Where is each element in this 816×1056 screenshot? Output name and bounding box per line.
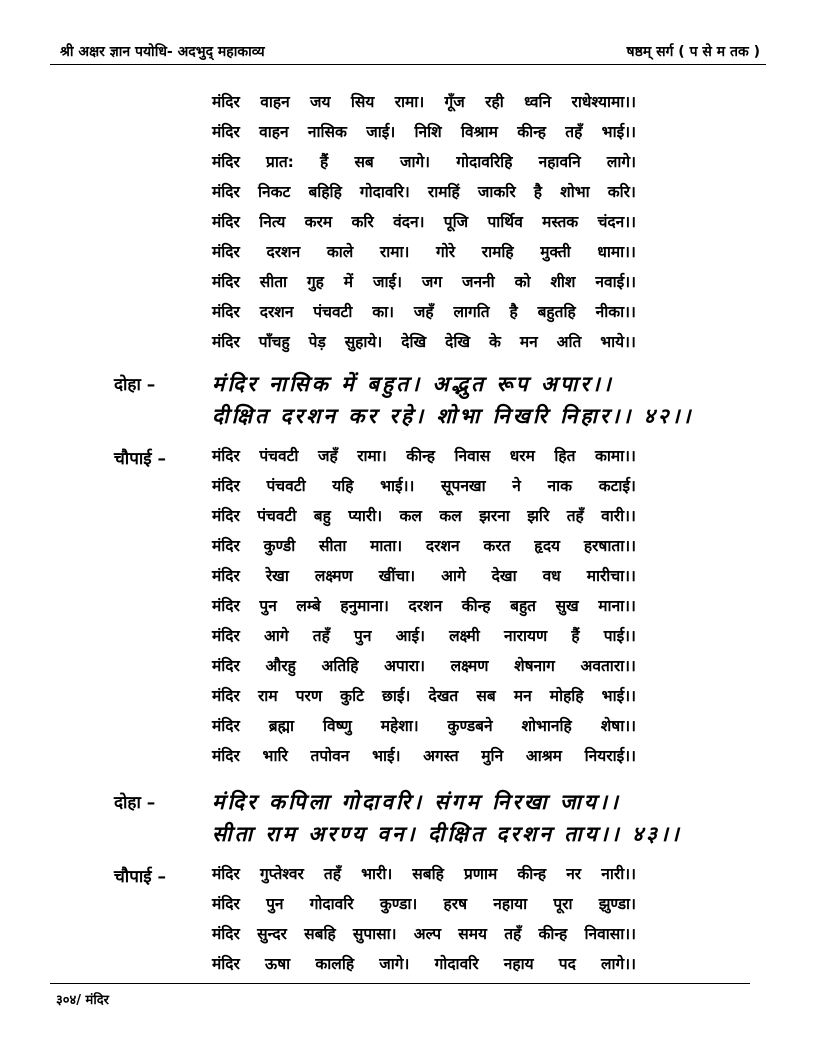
verse-line: मंदिर भारि तपोवन भाई। अगस्त मुनि आश्रम नियराई।। xyxy=(212,747,636,765)
doha-line: दीक्षित दरशन कर रहे। शोभा निखरि निहार।। ४२।। xyxy=(212,404,694,428)
verse-line: मंदिर कुण्डी सीता माता। दरशन करत हृदय हरषाता।। xyxy=(212,537,636,555)
verse-line: मंदिर पंचवटी बहु प्यारी। कल कल झरना झरि तहँ वारी।। xyxy=(212,507,636,525)
book-title: श्री अक्षर ज्ञान पयोधि- अदभुद् महाकाव्य xyxy=(60,44,265,60)
verse-line: मंदिर दरशन काले रामा। गोरे रामहि मुक्ती धामा।। xyxy=(212,243,636,261)
verse-line: मंदिर पुन लम्बे हनुमाना। दरशन कीन्ह बहुत सुख माना।। xyxy=(212,597,636,615)
doha-line: सीता राम अरण्य वन। दीक्षित दरशन ताय।। ४३।। xyxy=(212,822,682,846)
chaupai-label: चौपाई – xyxy=(114,449,167,469)
verse-line: मंदिर ब्रह्मा विष्णु महेशा। कुण्डबने शोभानहि शेषा।। xyxy=(212,717,636,735)
verse-line: मंदिर ऊषा कालहि जागे। गोदावरि नहाय पद लागे।। xyxy=(212,955,636,973)
verse-line: मंदिर प्रात: हैं सब जागे। गोदावरिहि नहावनि लागे। xyxy=(212,153,636,171)
verse-line: मंदिर पंचवटी जहँ रामा। कीन्ह निवास धरम हित कामा।। xyxy=(212,447,636,465)
verse-line: मंदिर दरशन पंचवटी का। जहँ लागति है बहुतहि नीका।। xyxy=(212,303,636,321)
page-footer: ३०४/ मंदिर xyxy=(56,993,109,1008)
verse-line: मंदिर सीता गुह में जाई। जग जननी को शीश नवाई।। xyxy=(212,273,636,291)
verse-line: मंदिर राम परण कुटि छाई। देखत सब मन मोहहि भाई।। xyxy=(212,687,636,705)
page-header xyxy=(50,38,766,65)
doha-label: दोहा – xyxy=(114,375,156,395)
verse-line: मंदिर गुप्तेश्वर तहँ भारी। सबहि प्रणाम कीन्ह नर नारी।। xyxy=(212,865,636,883)
verse-line: मंदिर वाहन नासिक जाई। निशि विश्राम कीन्ह तहँ भाई।। xyxy=(212,123,636,141)
verse-line: मंदिर सुन्दर सबहि सुपासा। अल्प समय तहँ कीन्ह निवासा।। xyxy=(212,925,636,943)
verse-line: मंदिर पुन गोदावरि कुण्डा। हरष नहाया पूरा झुण्डा। xyxy=(212,895,636,913)
verse-line: मंदिर निकट बहिहि गोदावरि। रामहिं जाकरि है शोभा करि। xyxy=(212,183,636,201)
verse-line: मंदिर रेखा लक्ष्मण खींचा। आगे देखा वध मारीचा।। xyxy=(212,567,636,585)
verse-line: मंदिर पंचवटी यहि भाई।। सूपनखा ने नाक कटाई। xyxy=(212,477,636,495)
chapter-title: षष्ठम् सर्ग ( प से म तक ) xyxy=(626,44,760,60)
doha-label: दोहा – xyxy=(114,793,156,813)
verse-line: मंदिर औरहु अतिहि अपारा। लक्ष्मण शेषनाग अवतारा।। xyxy=(212,657,636,675)
doha-line: मंदिर नासिक में बहुत। अद्भुत रूप अपार।। xyxy=(212,372,614,396)
verse-line: मंदिर नित्य करम करि वंदन। पूजि पार्थिव मस्तक चंदन।। xyxy=(212,213,636,231)
verse-line: मंदिर आगे तहँ पुन आई। लक्ष्मी नारायण हैं पाई।। xyxy=(212,627,636,645)
verse-line: मंदिर वाहन जय सिय रामा। गूँज रही ध्वनि राधेश्यामा।। xyxy=(212,93,636,111)
footer-divider xyxy=(50,983,750,984)
doha-line: मंदिर कपिला गोदावरि। संगम निरखा जाय।। xyxy=(212,790,621,814)
chaupai-label: चौपाई – xyxy=(114,867,167,887)
verse-line: मंदिर पाँचहु पेड़ सुहाये। देखि देखि के मन अति भाये।। xyxy=(212,333,636,351)
